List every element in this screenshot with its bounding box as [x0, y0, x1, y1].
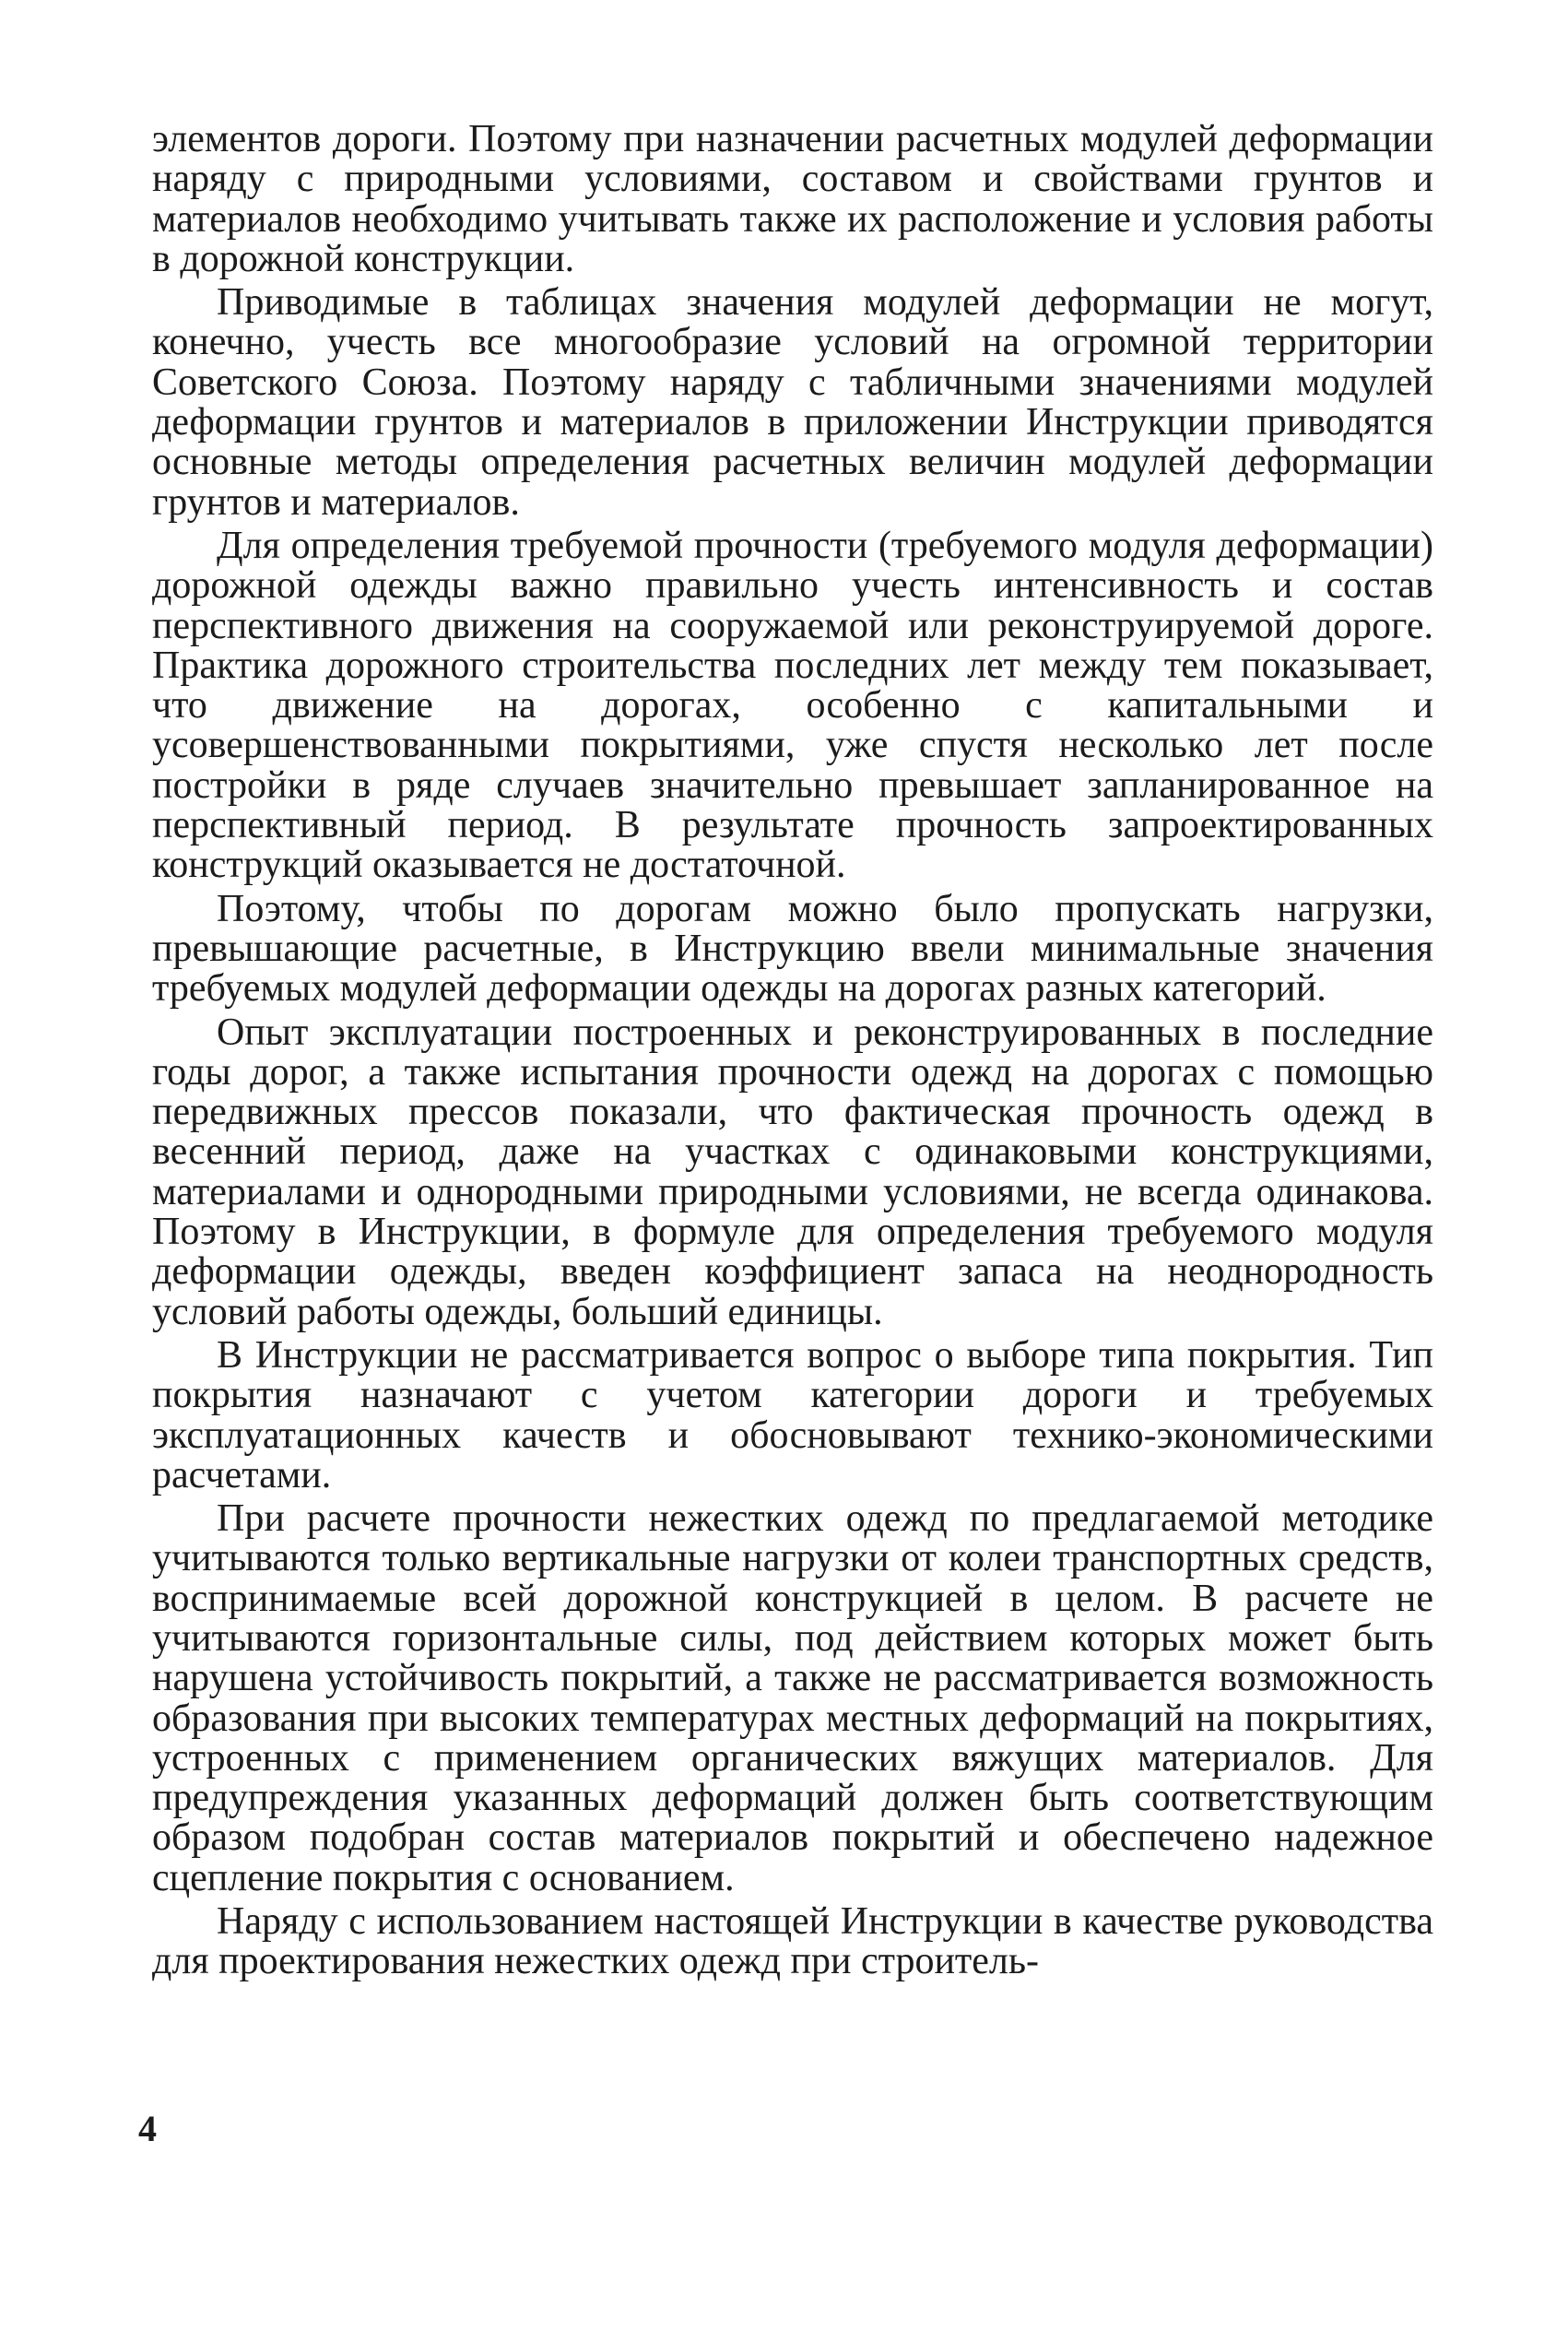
paragraph-5: Опыт эксплуатации построенных и реконструированных в последние годы дорог, а также испытания прочности одежд на дорогах с помощью передвижных прессов показали, что фактическая прочность одежд в весенний период, даже на участках с одинаковыми конструкциями, материалами и однородными природными условиями, не всегда одинакова. Поэтому в Инструкции, в формуле для определения требуемого модуля деформации одежды, введен коэффициент запаса на неоднородность условий работы одежды, больший единицы.: [152, 1011, 1433, 1333]
paragraph-4: Поэтому, чтобы по дорогам можно было пропускать нагрузки, превышающие расчетные, в Инструкцию ввели минимальные значения требуемых модулей деформации одежды на дорогах разных категорий.: [152, 887, 1433, 1011]
paragraph-2: Приводимые в таблицах значения модулей деформации не могут, конечно, учесть все многообразие условий на огромной территории Советского Союза. Поэтому наряду с табличными значениями модулей деформации грунтов и материалов в приложении Инструкции приводятся основные методы определения расчетных величин модулей деформации грунтов и материалов.: [152, 281, 1433, 524]
paragraph-7: При расчете прочности нежестких одежд по предлагаемой методике учитываются только вертикальные нагрузки от колеи транспортных средств, воспринимаемые всей дорожной конструкцией в целом. В расчете не учитываются горизонтальные силы, под действием которых может быть нарушена устойчивость покрытий, а также не рассматривается возможность образования при высоких температурах местных деформаций на покрытиях, устроенных с применением органических вяжущих материалов. Для предупреждения указанных деформаций должен быть соответствующим образом подобран состав материалов покрытий и обеспечено надежное сцепление покрытия с основанием.: [152, 1497, 1433, 1899]
paragraph-3: Для определения требуемой прочности (требуемого модуля деформации) дорожной одежды важно правильно учесть интенсивность и состав перспективного движения на сооружаемой или реконструируемой дороге. Практика дорожного строительства последних лет между тем показывает, что движение на дорогах, особенно с капитальными и усовершенствованными покрытиями, уже спустя несколько лет после постройки в ряде случаев значительно превышает запланированное на перспективный период. В результате прочность запроектированных конструкций оказывается не достаточной.: [152, 524, 1433, 887]
paragraph-1: элементов дороги. Поэтому при назначении расчетных модулей деформации наряду с природными условиями, составом и свойствами грунтов и материалов необходимо учитывать также их расположение и условия работы в дорожной конструкции.: [152, 118, 1433, 280]
page-body: [152, 120, 1433, 1982]
paragraph-8: Наряду с использованием настоящей Инструкции в качестве руководства для проектирования нежестких одежд при строитель-: [152, 1900, 1433, 1983]
page-number: 4: [138, 2108, 157, 2149]
paragraph-6: В Инструкции не рассматривается вопрос о выборе типа покрытия. Тип покрытия назначают с учетом категории дороги и требуемых эксплуатационных качеств и обосновывают технико-экономическими расчетами.: [152, 1333, 1433, 1496]
